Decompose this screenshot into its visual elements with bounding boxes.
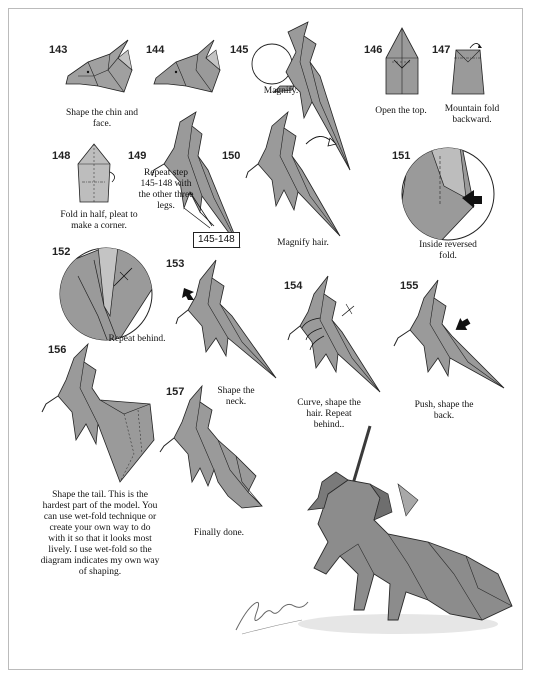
step-156-caption: Shape the tail. This is the hardest part of the model. You can use wet-fold technique or create your own way to do with it so that it looks most lively. I use wet-fold so the diagram indicates my own way of shaping. [40,490,160,577]
step-153-caption: Shape the neck. [217,386,255,407]
step-152-caption: Repeat behind. [108,334,166,344]
step-155-body-figure [392,280,506,396]
step-146-leg-figure [382,28,422,98]
step-144-number: 144 [146,44,165,56]
step-147-leg-figure [450,40,486,98]
artist-signature-icon [232,590,312,636]
step-150-body-figure [244,112,354,236]
step-157-body-figure [158,386,270,520]
step-150-caption: Magnify hair. [277,238,329,248]
step-148-caption: Fold in half, pleat to make a corner. [60,210,138,231]
step-143-number: 143 [49,44,68,56]
step-153-number: 153 [166,258,185,270]
step-143-head-figure [58,40,138,102]
step-152-number: 152 [52,246,71,258]
step-154-caption: Curve, shape the hair. Repeat behind.. [297,398,361,430]
step-148-leg-figure [74,144,118,206]
step-148-number: 148 [52,150,71,162]
step-146-caption: Open the top. [375,106,427,116]
step-147-caption: Mountain fold backward. [444,104,500,125]
step-156-number: 156 [48,344,67,356]
step-154-body-figure [284,276,384,394]
step-156-body-figure [38,344,156,484]
step-153-body-figure [176,260,276,380]
step-range-label: 145-148 [193,232,240,248]
step-147-number: 147 [432,44,451,56]
step-157-number: 157 [166,386,185,398]
step-155-number: 155 [400,280,419,292]
step-145-caption: Magnify. [263,86,299,96]
step-146-number: 146 [364,44,383,56]
push-arrow-icon [182,288,194,300]
step-157-caption: Finally done. [193,528,245,538]
step-144-head-figure [148,40,226,102]
step-151-number: 151 [392,150,411,162]
step-151-magnified-figure [400,146,496,242]
finished-unicorn-model [278,424,518,644]
step-152-magnified-figure [58,246,154,342]
step-154-number: 154 [284,280,303,292]
push-arrow-icon [452,315,473,335]
step-143-caption: Shape the chin and face. [65,108,139,129]
step-155-caption: Push, shape the back. [414,400,474,421]
step-150-number: 150 [222,150,241,162]
step-149-number: 149 [128,150,147,162]
step-151-caption: Inside reversed fold. [419,240,477,261]
step-145-number: 145 [230,44,249,56]
step-149-caption: Repeat step 145-148 with the other three legs. [138,168,194,211]
